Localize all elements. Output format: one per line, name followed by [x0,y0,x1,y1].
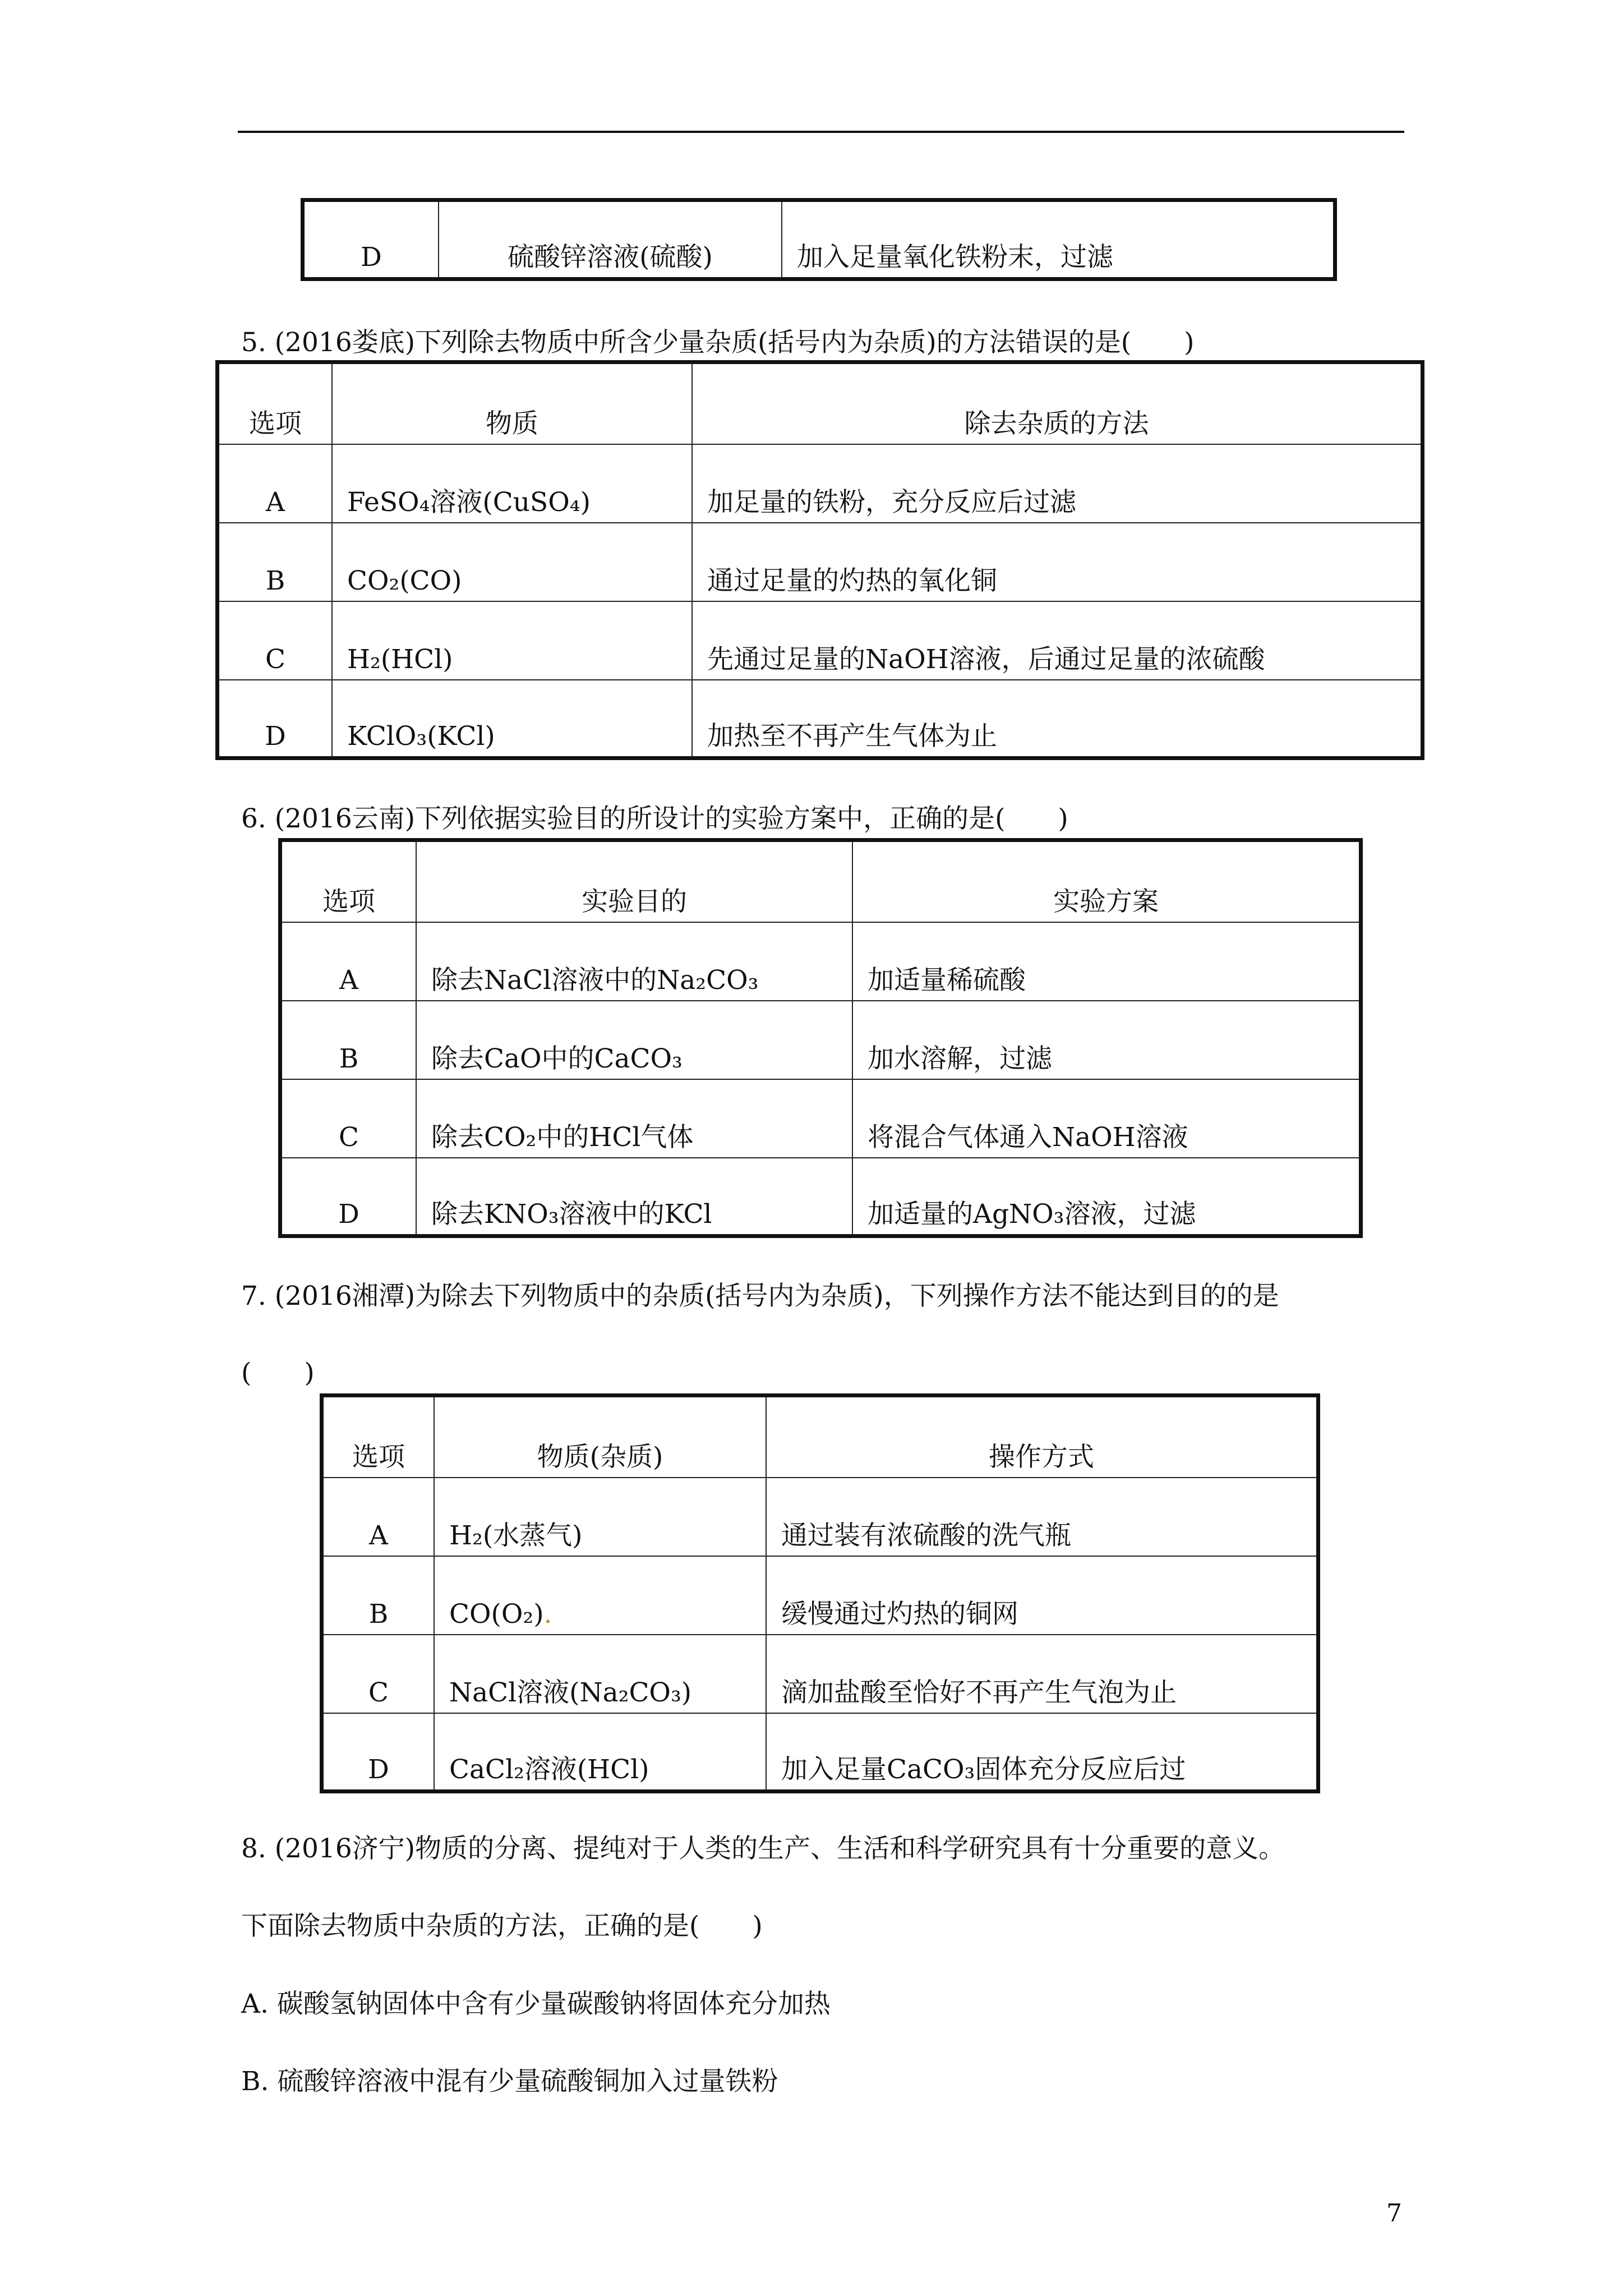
header-substance: 物质 [332,362,692,444]
stray-dot: . [543,1598,552,1630]
question-5: 5. (2016娄底)下列除去物质中所含少量杂质(括号内为杂质)的方法错误的是( ) [241,327,1195,358]
plan-cell: 将混合气体通入NaOH溶液 [852,1079,1361,1158]
method-cell: 先通过足量的NaOH溶液，后通过足量的浓硫酸 [692,601,1423,680]
table-row [280,1079,1361,1158]
option-cell: D [280,1158,417,1236]
method-cell: 加入足量氧化铁粉末，过滤 [782,200,1335,279]
header-rule [238,131,1404,133]
table-header-row [280,840,1361,922]
table-row [322,1478,1318,1556]
table-header-row [322,1396,1318,1478]
q6-table [278,838,1363,1238]
substance-cell: KClO₃(KCl) [332,680,692,758]
table-header-row [218,362,1423,444]
purpose-cell: 除去KNO₃溶液中的KCl [416,1158,852,1236]
method-cell: 加热至不再产生气体为止 [692,680,1423,758]
option-cell: C [218,601,333,680]
option-cell: D [218,680,333,758]
option-cell: C [280,1079,417,1158]
substance-cell: CaCl₂溶液(HCl) [434,1713,766,1792]
method-cell: 滴加盐酸至恰好不再产生气泡为止 [766,1635,1318,1713]
option-b: B. 硫酸锌溶液中混有少量硫酸铜加入过量铁粉 [241,2066,778,2097]
table-row [218,680,1423,758]
header-option: 选项 [280,840,417,922]
header-option: 选项 [218,362,333,444]
option-a: A. 碳酸氢钠固体中含有少量碳酸钠将固体充分加热 [241,1989,831,2019]
plan-cell: 加适量稀硫酸 [852,922,1361,1001]
option-cell: A [280,922,417,1001]
table-row [280,922,1361,1001]
option-cell: B [218,523,333,601]
purpose-cell: 除去CaO中的CaCO₃ [416,1001,852,1079]
substance-cell: FeSO₄溶液(CuSO₄) [332,444,692,523]
table-row [218,601,1423,680]
header-method: 除去杂质的方法 [692,362,1423,444]
option-cell: B [280,1001,417,1079]
page-number: 7 [1386,2199,1402,2228]
header-option: 选项 [322,1396,435,1478]
method-cell: 通过足量的灼热的氧化铜 [692,523,1423,601]
plan-cell: 加适量的AgNO₃溶液，过滤 [852,1158,1361,1236]
table-row [322,1713,1318,1792]
table-row [280,1001,1361,1079]
header-purpose: 实验目的 [416,840,852,922]
substance-cell: 硫酸锌溶液(硫酸) [439,200,782,279]
option-cell: D [303,200,439,279]
header-plan: 实验方案 [852,840,1361,922]
substance-cell [434,1556,766,1635]
question-7-line2: ( ) [241,1358,315,1388]
substance-cell: H₂(HCl) [332,601,692,680]
header-method: 操作方式 [766,1396,1318,1478]
option-cell: C [322,1635,435,1713]
substance-cell: CO₂(CO) [332,523,692,601]
plan-cell: 加水溶解，过滤 [852,1001,1361,1079]
header-substance: 物质(杂质) [434,1396,766,1478]
substance-cell: H₂(水蒸气) [434,1478,766,1556]
table-row [218,523,1423,601]
q7-table [320,1393,1320,1793]
q5-table [215,360,1424,760]
method-cell: 加足量的铁粉，充分反应后过滤 [692,444,1423,523]
option-cell: A [322,1478,435,1556]
table-row [218,444,1423,523]
method-cell: 缓慢通过灼热的铜网 [766,1556,1318,1635]
option-cell: D [322,1713,435,1792]
option-cell: B [322,1556,435,1635]
question-6: 6. (2016云南)下列依据实验目的所设计的实验方案中，正确的是( ) [241,803,1068,834]
purpose-cell: 除去NaCl溶液中的Na₂CO₃ [416,922,852,1001]
question-7-line1: 7. (2016湘潭)为除去下列物质中的杂质(括号内为杂质)，下列操作方法不能达到目的的是 [241,1281,1279,1312]
method-cell: 通过装有浓硫酸的洗气瓶 [766,1478,1318,1556]
top-table [301,198,1337,281]
substance-cell: NaCl溶液(Na₂CO₃) [434,1635,766,1713]
question-8-line1: 8. (2016济宁)物质的分离、提纯对于人类的生产、生活和科学研究具有十分重要的意义。 [241,1833,1285,1864]
question-8-line2: 下面除去物质中杂质的方法，正确的是( ) [241,1911,763,1941]
table-row [322,1556,1318,1635]
table-row [280,1158,1361,1236]
table-row [303,200,1335,279]
method-cell: 加入足量CaCO₃固体充分反应后过 [766,1713,1318,1792]
option-cell: A [218,444,333,523]
table-row [322,1635,1318,1713]
purpose-cell: 除去CO₂中的HCl气体 [416,1079,852,1158]
substance-text: CO(O₂) [449,1598,544,1630]
